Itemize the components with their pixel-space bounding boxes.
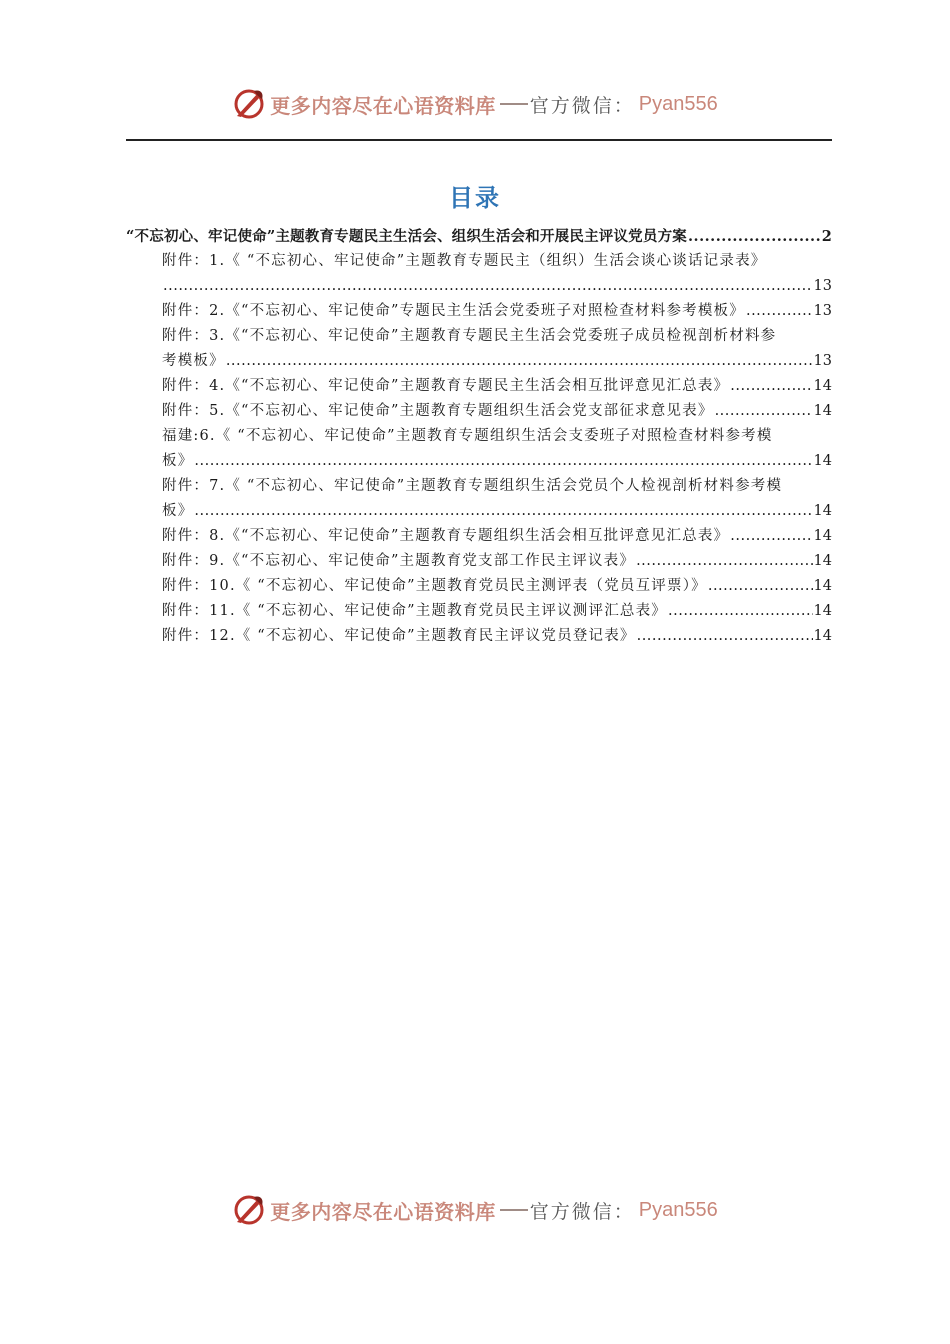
toc-item-title: 附件：9.《“不忘初心、牢记使命”主题教育党支部工作民主评议表》	[162, 553, 636, 569]
toc-leader-dots	[730, 374, 812, 399]
toc-item-title-line1: 福建:6.《 “不忘初心、牢记使命”主题教育专题组织生活会支委班子对照检查材料参考模	[162, 428, 773, 444]
toc-item[interactable]	[126, 424, 832, 474]
toc-page-number: 14	[813, 503, 832, 519]
toc-item[interactable]	[126, 374, 832, 399]
toc-leader-dots	[637, 624, 813, 649]
toc-leader-dots	[163, 274, 813, 299]
toc-page-number: 14	[813, 553, 832, 569]
toc-item-title: 附件：5.《“不忘初心、牢记使命”主题教育专题组织生活会党支部征求意见表》	[162, 403, 714, 419]
toc-page-number: 13	[813, 353, 832, 369]
quill-logo-icon	[232, 1193, 266, 1227]
banner-wechat-label: 官方微信：	[529, 1200, 635, 1223]
header-divider	[126, 139, 832, 141]
toc-leader-dots	[226, 349, 813, 374]
toc-item[interactable]	[126, 249, 832, 299]
toc-page-number: 14	[813, 378, 832, 394]
page-title: 目录	[449, 184, 501, 212]
toc-item[interactable]	[126, 624, 832, 649]
toc-page-number: 2	[821, 228, 832, 245]
banner-account: Pyan556	[638, 1198, 718, 1221]
quill-logo-icon	[232, 87, 266, 121]
banner-account: Pyan556	[638, 92, 718, 115]
toc-page-number: 14	[813, 603, 832, 619]
toc-item-title: 板》	[162, 453, 194, 469]
toc-item-title: 附件：12.《 “不忘初心、牢记使命”主题教育民主评议党员登记表》	[162, 628, 636, 644]
toc-entry-title: “不忘初心、牢记使命”主题教育专题民主生活会、组织生活会和开展民主评议党员方案	[126, 228, 687, 245]
toc-leader-dots	[668, 599, 813, 624]
toc-leader-dots	[708, 574, 813, 599]
table-of-contents	[126, 224, 832, 649]
toc-page-number: 14	[813, 403, 832, 419]
toc-leader-dots	[730, 524, 812, 549]
toc-item[interactable]	[126, 399, 832, 424]
toc-item-title: 附件：8.《“不忘初心、牢记使命”主题教育专题组织生活会相互批评意见汇总表》	[162, 528, 730, 544]
toc-leader-dots	[636, 549, 812, 574]
toc-page-number: 13	[813, 278, 832, 294]
banner-brand-text: 更多内容尽在心语资料库	[270, 1199, 496, 1224]
toc-item-title-line1: 附件：7.《 “不忘初心、牢记使命”主题教育专题组织生活会党员个人检视剖析材料参考模	[162, 478, 783, 494]
toc-page-number: 14	[813, 578, 832, 594]
footer-banner	[0, 1190, 950, 1230]
banner-dash	[500, 103, 528, 105]
toc-item-title: 附件：2.《“不忘初心、牢记使命”专题民主生活会党委班子对照检查材料参考模板》	[162, 303, 745, 319]
toc-main-entry[interactable]	[126, 224, 832, 249]
toc-page-number: 13	[813, 303, 832, 319]
banner-wechat-label: 官方微信：	[529, 94, 635, 117]
toc-item[interactable]	[126, 324, 832, 374]
toc-leader-dots	[746, 299, 813, 324]
toc-leader-dots	[715, 399, 813, 424]
toc-leader-dots	[194, 499, 812, 524]
toc-item[interactable]	[126, 474, 832, 524]
toc-item-title: 考模板》	[162, 353, 225, 369]
toc-item-title: 附件：11.《 “不忘初心、牢记使命”主题教育党员民主评议测评汇总表》	[162, 603, 667, 619]
toc-leader-dots	[688, 224, 821, 249]
toc-item[interactable]	[126, 299, 832, 324]
toc-page-number: 14	[813, 528, 832, 544]
toc-page-number: 14	[813, 453, 832, 469]
toc-item[interactable]	[126, 574, 832, 599]
header-banner	[0, 84, 950, 124]
toc-item[interactable]	[126, 524, 832, 549]
toc-item-title-line1: 附件：3.《“不忘初心、牢记使命”主题教育专题民主生活会党委班子成员检视剖析材料参	[162, 328, 777, 344]
toc-item-title: 附件：4.《“不忘初心、牢记使命”主题教育专题民主生活会相互批评意见汇总表》	[162, 378, 730, 394]
toc-item[interactable]	[126, 599, 832, 624]
toc-item-title: 板》	[162, 503, 194, 519]
banner-brand-text: 更多内容尽在心语资料库	[270, 93, 496, 118]
toc-item-title-line1: 附件：1.《 “不忘初心、牢记使命”主题教育专题民主（组织）生活会谈心谈话记录表》	[162, 253, 767, 269]
toc-leader-dots	[194, 449, 812, 474]
toc-item-title: 附件：10.《 “不忘初心、牢记使命”主题教育党员民主测评表（党员互评票）》	[162, 578, 707, 594]
banner-dash	[500, 1209, 528, 1211]
toc-item[interactable]	[126, 549, 832, 574]
toc-page-number: 14	[813, 628, 832, 644]
